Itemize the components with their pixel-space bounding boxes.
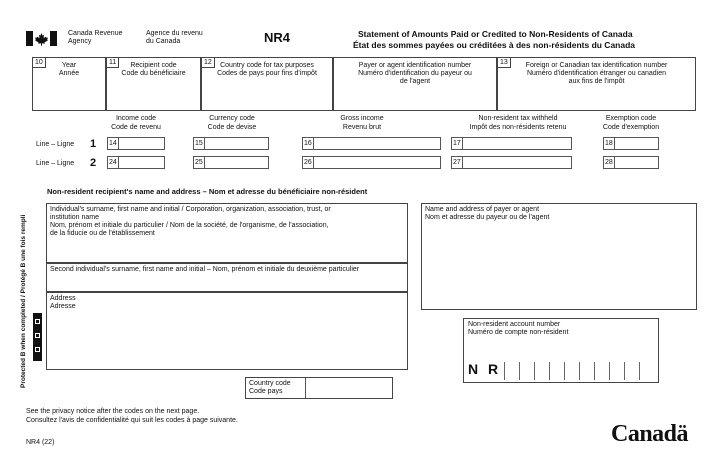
column-header-0: Code de revenu	[111, 124, 161, 131]
top-box-label: Country code for tax purposes	[220, 62, 314, 69]
recipient-name-label-en1: Individual's surname, first name and initial / Corporation, organization, association, trust, or	[50, 206, 331, 213]
box-number: 10	[33, 58, 46, 68]
column-header-2: Gross income	[340, 115, 384, 122]
account-number-cells[interactable]	[466, 358, 656, 381]
canada-flag-logo	[26, 31, 57, 46]
recipient-name-label-en2: institution name	[50, 214, 100, 221]
box-26-input[interactable]	[313, 156, 441, 169]
line-label: Line – Ligne	[36, 141, 75, 148]
account-cell-divider	[594, 362, 595, 380]
top-box-label: Numéro d'identification étranger ou canadien	[526, 70, 667, 77]
box-number: 12	[202, 58, 215, 68]
recipient-address-field[interactable]	[46, 292, 408, 370]
column-header-4: Exemption code	[605, 115, 657, 122]
country-code-input[interactable]	[305, 378, 392, 398]
account-cell-divider	[639, 362, 640, 380]
top-box-label: aux fins de l'impôt	[568, 78, 625, 85]
account-cell-divider	[534, 362, 535, 380]
box-number-24: 24	[107, 156, 119, 169]
top-box-2[interactable]	[201, 57, 333, 111]
account-cell-divider	[579, 362, 580, 380]
agency-fr-line1: Agence du revenu	[146, 30, 203, 37]
address-label-en: Address	[50, 295, 76, 302]
side-tab-marker	[33, 313, 42, 361]
account-label-en: Non-resident account number	[468, 321, 561, 328]
form-code: NR4	[264, 30, 291, 45]
top-box-label: Year	[61, 62, 77, 69]
canada-wordmark: Canadä	[611, 421, 689, 447]
top-box-label: Codes de pays pour fins d'impôt	[217, 70, 317, 77]
box-16-input[interactable]	[313, 137, 441, 150]
box-number-15: 15	[193, 137, 205, 150]
country-code-label-fr: Code pays	[249, 388, 283, 395]
box-number-28: 28	[603, 156, 615, 169]
recipient-name-label-fr1: Nom, prénom et initiale du particulier / Nom de la société, de l'organisme, de l'association,	[50, 222, 329, 229]
payer-label-fr: Nom et adresse du payeur ou de l'agent	[425, 214, 550, 221]
box-number-17: 17	[451, 137, 463, 150]
form-version: NR4 (22)	[26, 439, 55, 446]
box-number: 11	[107, 58, 119, 68]
top-box-label: Payer or agent identification number	[358, 62, 472, 69]
top-box-1[interactable]	[106, 57, 201, 111]
column-header-2: Revenu brut	[342, 124, 382, 131]
line-number: 2	[90, 157, 97, 169]
box-number-25: 25	[193, 156, 205, 169]
box-15-input[interactable]	[204, 137, 269, 150]
top-box-0[interactable]	[32, 57, 106, 111]
column-header-3: Non-resident tax withheld	[478, 115, 558, 122]
privacy-notice-fr: Consultez l'avis de confidentialité qui suit les codes à page suivante.	[26, 417, 238, 424]
account-cell-divider	[564, 362, 565, 380]
column-header-1: Currency code	[209, 115, 255, 122]
account-cell-divider	[519, 362, 520, 380]
account-cell-divider	[549, 362, 550, 380]
top-box-label: de l'agent	[399, 78, 431, 85]
box-number-27: 27	[451, 156, 463, 169]
account-label-fr: Numéro de compte non-résident	[468, 329, 569, 336]
account-cell-divider	[624, 362, 625, 380]
recipient-name-label-fr2: de la fiducie ou de l'établissement	[50, 230, 155, 237]
column-header-3: Impôt des non-résidents retenu	[469, 124, 567, 131]
top-box-4[interactable]	[497, 57, 696, 111]
box-27-input[interactable]	[462, 156, 572, 169]
recipient-section-title: Non-resident recipient's name and address – Nom et adresse du bénéficiaire non-résident	[47, 187, 368, 196]
line-number: 1	[90, 138, 97, 150]
box-14-input[interactable]	[118, 137, 165, 150]
top-box-label: Foreign or Canadian tax identification number	[525, 62, 668, 69]
box-number-26: 26	[302, 156, 314, 169]
agency-en-line1: Canada Revenue	[68, 30, 123, 37]
agency-en-line2: Agency	[68, 38, 92, 45]
title-en: Statement of Amounts Paid or Credited to Non-Residents of Canada	[358, 29, 633, 39]
address-label-fr: Adresse	[50, 303, 76, 310]
payer-label-en: Name and address of payer or agent	[425, 206, 540, 213]
agency-fr-line2: du Canada	[146, 38, 181, 45]
column-header-4: Code d'exemption	[602, 124, 660, 131]
box-24-input[interactable]	[118, 156, 165, 169]
account-prefix-r: R	[488, 361, 499, 377]
box-number-16: 16	[302, 137, 314, 150]
title-fr: État des sommes payées ou créditées à des non-résidents du Canada	[353, 40, 636, 50]
box-number-18: 18	[603, 137, 615, 150]
top-box-label: Code du bénéficiaire	[121, 70, 186, 77]
account-cell-divider	[609, 362, 610, 380]
box-number-14: 14	[107, 137, 119, 150]
second-individual-label: Second individual's surname, first name and initial – Nom, prénom et initiale du deuxième particulier	[50, 266, 360, 273]
box-18-input[interactable]	[614, 137, 659, 150]
country-code-label-en: Country code	[249, 380, 291, 387]
account-cell-divider	[504, 362, 505, 380]
box-number: 13	[498, 58, 511, 68]
top-box-3[interactable]	[333, 57, 497, 111]
privacy-notice-en: See the privacy notice after the codes on the next page.	[26, 408, 200, 415]
box-25-input[interactable]	[204, 156, 269, 169]
column-header-1: Code de devise	[207, 124, 257, 131]
box-28-input[interactable]	[614, 156, 659, 169]
line-label: Line – Ligne	[36, 160, 75, 167]
box-17-input[interactable]	[462, 137, 572, 150]
column-header-0: Income code	[115, 115, 157, 122]
top-box-label: Recipient code	[130, 62, 177, 69]
top-box-label: Numéro d'identification du payeur ou	[358, 70, 472, 77]
account-prefix-n: N	[468, 361, 479, 377]
top-box-label: Année	[58, 70, 80, 77]
